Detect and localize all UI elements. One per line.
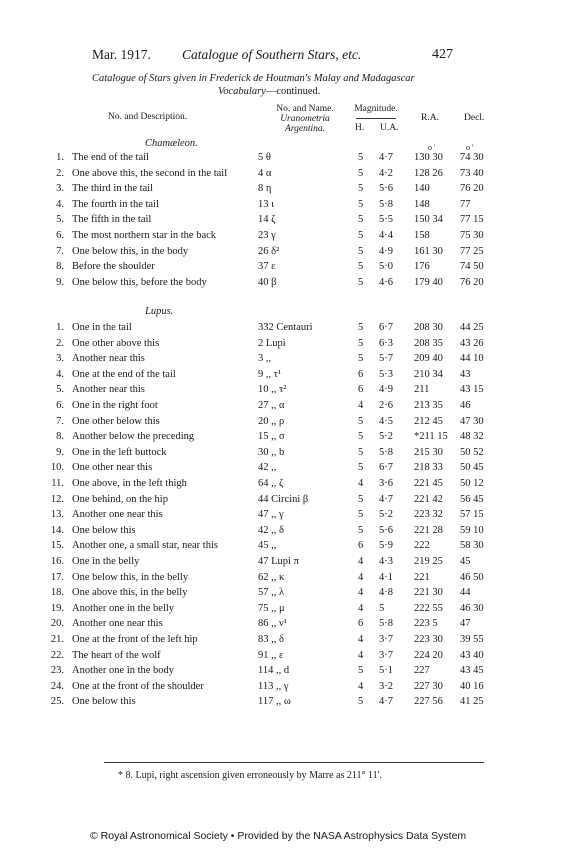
row-magnitude-ua: 4·1 [379, 571, 393, 583]
row-magnitude-ua: 5·2 [379, 509, 393, 521]
row-magnitude-ua: 4·9 [379, 384, 393, 396]
row-decl: 44 [460, 587, 471, 599]
row-magnitude-h: 5 [358, 462, 364, 474]
row-magnitude-ua: 6·7 [379, 322, 393, 333]
row-star-name: 114 ,, d [258, 665, 290, 677]
col-header-decl: Decl. [464, 113, 485, 123]
row-ra: 223 30 [414, 634, 443, 645]
row-star-name: 3 ,, [258, 353, 272, 365]
row-magnitude-h: 5 [358, 524, 364, 536]
row-magnitude-ua: 5·9 [379, 540, 393, 552]
row-ra: 221 30 [414, 587, 443, 599]
col-header-name-line2: Uranometria [280, 114, 330, 124]
row-magnitude-h: 6 [358, 540, 364, 552]
row-star-name: 13 ι [258, 198, 274, 210]
row-star-name: 40 β [258, 276, 277, 288]
row-magnitude-h: 6 [358, 384, 364, 396]
row-ra: *211 15 [414, 431, 448, 443]
table-row [0, 416, 570, 431]
row-magnitude-ua: 4·5 [379, 415, 393, 427]
row-star-name: 62 ,, κ [258, 571, 285, 583]
col-header-magnitude: Magnitude. [354, 104, 398, 114]
row-number: 16. [50, 556, 64, 567]
table-row [0, 384, 570, 399]
row-magnitude-h: 5 [358, 337, 364, 349]
row-magnitude-ua: 5·6 [379, 524, 393, 536]
row-magnitude-h: 5 [358, 415, 364, 427]
row-magnitude-h: 4 [358, 556, 364, 567]
row-number: 2. [56, 337, 64, 349]
row-ra: 208 30 [414, 322, 443, 333]
row-magnitude-h: 5 [358, 152, 364, 163]
row-magnitude-h: 6 [358, 618, 364, 630]
row-description: One below this, in the body [72, 245, 189, 257]
row-star-name: 91 ,, ε [258, 649, 284, 661]
row-decl: 43 45 [460, 665, 484, 677]
row-number: 5. [56, 214, 64, 226]
row-ra: 227 30 [414, 680, 443, 692]
table-row [0, 400, 570, 415]
row-decl: 41 25 [460, 696, 484, 708]
running-header-date: Mar. 1917. [92, 47, 151, 62]
row-number: 11. [51, 478, 64, 489]
row-magnitude-h: 5 [358, 198, 364, 210]
table-row [0, 603, 570, 618]
row-star-name: 10 ,, τ² [258, 384, 287, 396]
row-magnitude-ua: 2·6 [379, 400, 393, 411]
row-description: Another one, a small star, near this [72, 540, 218, 552]
row-magnitude-h: 4 [358, 634, 364, 645]
row-number: 21. [50, 634, 64, 645]
row-description: One below this, in the belly [72, 571, 189, 583]
row-decl: 45 [460, 556, 471, 567]
row-number: 4. [56, 198, 64, 210]
row-star-name: 23 γ [258, 230, 276, 241]
row-decl: 43 40 [460, 649, 484, 661]
row-star-name: 4 α [258, 167, 272, 179]
row-number: 23. [50, 665, 64, 677]
row-star-name: 27 ,, α [258, 400, 285, 411]
row-star-name: 8 η [258, 183, 272, 195]
row-star-name: 83 ,, δ [258, 634, 284, 645]
table-row [0, 261, 570, 276]
caption-italic: Vocabulary [218, 86, 266, 97]
row-number: 15. [50, 540, 64, 552]
table-caption: Catalogue of Stars given in Frederick de Houtman's Malay and Madagascar [92, 73, 415, 84]
row-magnitude-h: 4 [358, 680, 364, 692]
row-magnitude-ua: 4·6 [379, 276, 393, 288]
row-ra: 210 34 [414, 368, 443, 380]
row-magnitude-h: 4 [358, 400, 364, 411]
row-ra: 150 34 [414, 214, 443, 226]
row-number: 2. [56, 167, 64, 179]
row-number: 7. [56, 415, 64, 427]
row-ra: 221 28 [414, 524, 443, 536]
row-ra: 130 30 [414, 152, 443, 163]
row-ra: 221 45 [414, 478, 443, 489]
row-star-name: 30 ,, b [258, 446, 285, 458]
row-magnitude-h: 4 [358, 571, 364, 583]
row-ra: 208 35 [414, 337, 443, 349]
row-description: Another below the preceding [72, 431, 195, 443]
row-number: 5. [56, 384, 64, 396]
row-decl: 46 [460, 400, 471, 411]
row-magnitude-ua: 5 [379, 602, 385, 614]
row-star-name: 113 ,, γ [258, 680, 289, 692]
running-header-title: Catalogue of Southern Stars, etc. [182, 47, 362, 62]
row-decl: 43 26 [460, 337, 484, 349]
row-number: 22. [50, 649, 64, 661]
row-magnitude-h: 5 [358, 696, 364, 708]
row-star-name: 42 ,, δ [258, 524, 284, 536]
row-number: 6. [56, 400, 64, 411]
row-ra: 140 [414, 183, 430, 195]
table-row [0, 152, 570, 167]
row-decl: 77 [460, 198, 471, 210]
row-number: 9. [56, 446, 64, 458]
row-magnitude-h: 5 [358, 230, 364, 241]
row-magnitude-ua: 5·7 [379, 353, 393, 365]
row-number: 1. [56, 322, 64, 333]
row-magnitude-h: 4 [358, 649, 364, 661]
row-magnitude-h: 5 [358, 245, 364, 257]
row-magnitude-h: 5 [358, 665, 364, 677]
row-decl: 43 15 [460, 384, 484, 396]
row-star-name: 37 ε [258, 261, 276, 273]
table-row [0, 681, 570, 696]
row-magnitude-ua: 4·2 [379, 167, 393, 179]
footnote: * 8. Lupi, right ascension given erroneously by Marre as 211° 11'. [118, 770, 382, 781]
row-number: 10. [50, 462, 64, 474]
row-magnitude-ua: 4·4 [379, 230, 393, 241]
row-decl: 73 40 [460, 167, 484, 179]
row-number: 25. [50, 696, 64, 708]
row-number: 19. [50, 602, 64, 614]
table-row [0, 214, 570, 229]
col-header-name-line1: No. and Name. [276, 104, 334, 114]
row-magnitude-ua: 5·3 [379, 368, 393, 380]
row-magnitude-ua: 3·2 [379, 680, 393, 692]
row-number: 20. [50, 618, 64, 630]
row-decl: 74 50 [460, 261, 484, 273]
page-number: 427 [432, 47, 453, 62]
row-description: The fourth in the tail [72, 198, 159, 210]
table-row [0, 246, 570, 261]
row-star-name: 5 θ [258, 152, 271, 163]
row-magnitude-h: 5 [358, 276, 364, 288]
row-ra: 212 45 [414, 415, 443, 427]
row-star-name: 9 ,, τ¹ [258, 368, 282, 380]
row-magnitude-ua: 5·8 [379, 198, 393, 210]
table-row [0, 572, 570, 587]
row-number: 24. [50, 680, 64, 692]
row-description: One at the front of the shoulder [72, 680, 204, 692]
row-number: 7. [56, 245, 64, 257]
row-star-name: 117 ,, ω [258, 696, 291, 708]
row-magnitude-ua: 5·2 [379, 431, 393, 443]
row-decl: 47 [460, 618, 471, 630]
row-decl: 44 25 [460, 322, 484, 333]
row-ra: 209 40 [414, 353, 443, 365]
row-ra: 224 20 [414, 649, 443, 661]
row-number: 3. [56, 353, 64, 365]
table-row [0, 478, 570, 493]
row-ra: 158 [414, 230, 430, 241]
row-description: One in the right foot [72, 400, 158, 411]
row-description: One at the end of the tail [72, 368, 176, 380]
row-ra: 215 30 [414, 446, 443, 458]
row-magnitude-h: 5 [358, 446, 364, 458]
row-star-name: 14 ζ [258, 214, 276, 226]
row-magnitude-ua: 5·8 [379, 446, 393, 458]
row-description: The most northern star in the back [72, 230, 217, 241]
row-magnitude-h: 5 [358, 167, 364, 179]
row-ra: 221 [414, 571, 430, 583]
row-description: Another near this [72, 353, 145, 365]
table-row [0, 353, 570, 368]
copyright-footer: © Royal Astronomical Society • Provided by the NASA Astrophysics Data System [90, 830, 467, 842]
row-number: 17. [50, 571, 64, 583]
row-magnitude-ua: 5·0 [379, 261, 393, 273]
table-row [0, 230, 570, 245]
row-magnitude-h: 5 [358, 353, 364, 365]
row-decl: 57 15 [460, 509, 484, 521]
row-star-name: 75 ,, μ [258, 602, 285, 614]
table-row [0, 338, 570, 353]
row-decl: 50 45 [460, 462, 484, 474]
row-description: One behind, on the hip [72, 493, 168, 505]
row-star-name: 2 Lupi [258, 337, 286, 349]
row-star-name: 42 ,, [258, 462, 277, 474]
row-magnitude-ua: 4·7 [379, 696, 393, 708]
row-magnitude-ua: 5·5 [379, 214, 393, 226]
row-description: Before the shoulder [72, 261, 155, 273]
row-magnitude-ua: 4·7 [379, 152, 393, 163]
row-number: 13. [50, 509, 64, 521]
row-description: One in the belly [72, 556, 140, 567]
row-ra: 213 35 [414, 400, 443, 411]
row-number: 8. [56, 261, 64, 273]
row-ra: 179 40 [414, 276, 443, 288]
table-row [0, 525, 570, 540]
table-caption-continued [218, 86, 320, 97]
row-magnitude-ua: 5·1 [379, 665, 393, 677]
row-number: 4. [56, 368, 64, 380]
row-magnitude-h: 5 [358, 214, 364, 226]
col-header-ua: U.A. [380, 123, 399, 133]
row-star-name: 47 ,, γ [258, 509, 284, 521]
table-row [0, 696, 570, 711]
row-star-name: 15 ,, σ [258, 431, 285, 443]
row-magnitude-h: 4 [358, 478, 364, 489]
table-row [0, 199, 570, 214]
row-number: 9. [56, 276, 64, 288]
row-decl: 77 15 [460, 214, 484, 226]
row-star-name: 64 ,, ζ [258, 478, 284, 489]
row-star-name: 45 ,, [258, 540, 277, 552]
row-ra: 128 26 [414, 167, 443, 179]
row-magnitude-ua: 3·7 [379, 649, 393, 661]
row-description: One above this, the second in the tail [72, 167, 228, 179]
row-decl: 76 20 [460, 183, 484, 195]
row-description: One other near this [72, 462, 153, 474]
row-ra: 148 [414, 198, 430, 210]
row-decl: 50 12 [460, 478, 484, 489]
row-number: 12. [50, 493, 64, 505]
row-decl: 46 30 [460, 602, 484, 614]
table-row [0, 618, 570, 633]
row-number: 14. [50, 524, 64, 536]
ra-units: o ' [428, 143, 436, 152]
row-description: One in the tail [72, 322, 132, 333]
section-title-chamaeleon: Chamæleon. [145, 138, 198, 149]
row-description: Another one near this [72, 618, 163, 630]
row-description: Another one in the belly [72, 602, 175, 614]
row-ra: 211 [414, 384, 430, 396]
table-row [0, 494, 570, 509]
table-row [0, 665, 570, 680]
row-description: One below this, before the body [72, 276, 207, 288]
row-decl: 77 25 [460, 245, 484, 257]
table-row [0, 277, 570, 292]
row-number: 8. [56, 431, 64, 443]
section-title-lupus: Lupus. [145, 306, 174, 317]
row-magnitude-ua: 6·7 [379, 462, 393, 474]
row-description: Another one near this [72, 509, 163, 521]
col-header-name-line3: Argentina. [284, 124, 326, 134]
table-row [0, 509, 570, 524]
row-ra: 161 30 [414, 245, 443, 257]
row-ra: 227 56 [414, 696, 443, 708]
table-row [0, 650, 570, 665]
row-decl: 40 16 [460, 680, 484, 692]
row-decl: 74 30 [460, 152, 484, 163]
row-magnitude-ua: 4·9 [379, 245, 393, 257]
magnitude-brace [356, 118, 396, 119]
row-number: 6. [56, 230, 64, 241]
row-ra: 223 32 [414, 509, 443, 521]
table-row [0, 462, 570, 477]
row-description: One below this [72, 524, 136, 536]
row-magnitude-ua: 5·8 [379, 618, 393, 630]
row-description: One at the front of the left hip [72, 634, 198, 645]
row-description: One above this, in the belly [72, 587, 188, 599]
row-magnitude-h: 5 [358, 493, 364, 505]
table-row [0, 587, 570, 602]
row-magnitude-h: 4 [358, 602, 364, 614]
row-decl: 48 32 [460, 431, 484, 443]
table-row [0, 168, 570, 183]
row-magnitude-h: 4 [358, 587, 364, 599]
row-description: Another one in the body [72, 665, 175, 677]
row-magnitude-h: 5 [358, 322, 364, 333]
row-decl: 44 10 [460, 353, 484, 365]
row-description: The fifth in the tail [72, 214, 152, 226]
row-ra: 227 [414, 665, 430, 677]
row-magnitude-ua: 3·6 [379, 478, 393, 489]
row-description: The third in the tail [72, 183, 154, 195]
row-decl: 58 30 [460, 540, 484, 552]
row-number: 3. [56, 183, 64, 195]
caption-rest: —continued. [265, 86, 321, 97]
row-star-name: 47 Lupi π [258, 556, 299, 567]
row-description: One above, in the left thigh [72, 478, 187, 489]
row-decl: 39 55 [460, 634, 484, 645]
row-decl: 59 10 [460, 524, 484, 536]
row-star-name: 44 Circini β [258, 493, 309, 505]
footnote-rule [104, 762, 484, 763]
row-ra: 219 25 [414, 556, 443, 567]
row-description: The heart of the wolf [72, 649, 161, 661]
row-magnitude-h: 5 [358, 261, 364, 273]
row-ra: 223 5 [414, 618, 438, 630]
row-decl: 50 52 [460, 446, 484, 458]
row-description: One in the left buttock [72, 446, 167, 458]
col-header-description: No. and Description. [108, 112, 188, 122]
row-star-name: 332 Centauri [258, 322, 313, 333]
row-magnitude-h: 5 [358, 431, 364, 443]
row-magnitude-ua: 4·7 [379, 493, 393, 505]
row-decl: 56 45 [460, 493, 484, 505]
col-header-h: H. [355, 123, 365, 133]
row-star-name: 86 ,, ν¹ [258, 618, 287, 630]
table-row [0, 369, 570, 384]
row-ra: 222 55 [414, 602, 443, 614]
row-description: The end of the tail [72, 152, 149, 163]
row-decl: 46 50 [460, 571, 484, 583]
col-header-ra: R.A. [421, 113, 439, 123]
row-decl: 76 20 [460, 276, 484, 288]
row-decl: 47 30 [460, 415, 484, 427]
row-number: 1. [56, 152, 64, 163]
table-row [0, 634, 570, 649]
table-row [0, 183, 570, 198]
table-row [0, 556, 570, 571]
col-header-name [270, 104, 340, 134]
row-magnitude-h: 6 [358, 368, 364, 380]
row-star-name: 26 δ² [258, 245, 280, 257]
table-row [0, 447, 570, 462]
row-magnitude-h: 5 [358, 183, 364, 195]
row-magnitude-h: 5 [358, 509, 364, 521]
row-ra: 218 33 [414, 462, 443, 474]
table-row [0, 322, 570, 337]
row-ra: 221 42 [414, 493, 443, 505]
row-magnitude-ua: 5·6 [379, 183, 393, 195]
row-number: 18. [50, 587, 64, 599]
row-star-name: 20 ,, ρ [258, 415, 285, 427]
row-description: One below this [72, 696, 136, 708]
row-decl: 43 [460, 368, 471, 380]
row-magnitude-ua: 6·3 [379, 337, 393, 349]
table-row [0, 540, 570, 555]
row-decl: 75 30 [460, 230, 484, 241]
decl-units: o ' [466, 143, 474, 152]
row-ra: 222 [414, 540, 430, 552]
row-magnitude-ua: 4·8 [379, 587, 393, 599]
row-description: One other above this [72, 337, 160, 349]
table-row [0, 431, 570, 446]
row-magnitude-ua: 4·3 [379, 556, 393, 567]
row-star-name: 57 ,, λ [258, 587, 285, 599]
row-description: One other below this [72, 415, 160, 427]
row-description: Another near this [72, 384, 145, 396]
row-ra: 176 [414, 261, 430, 273]
row-magnitude-ua: 3·7 [379, 634, 393, 645]
